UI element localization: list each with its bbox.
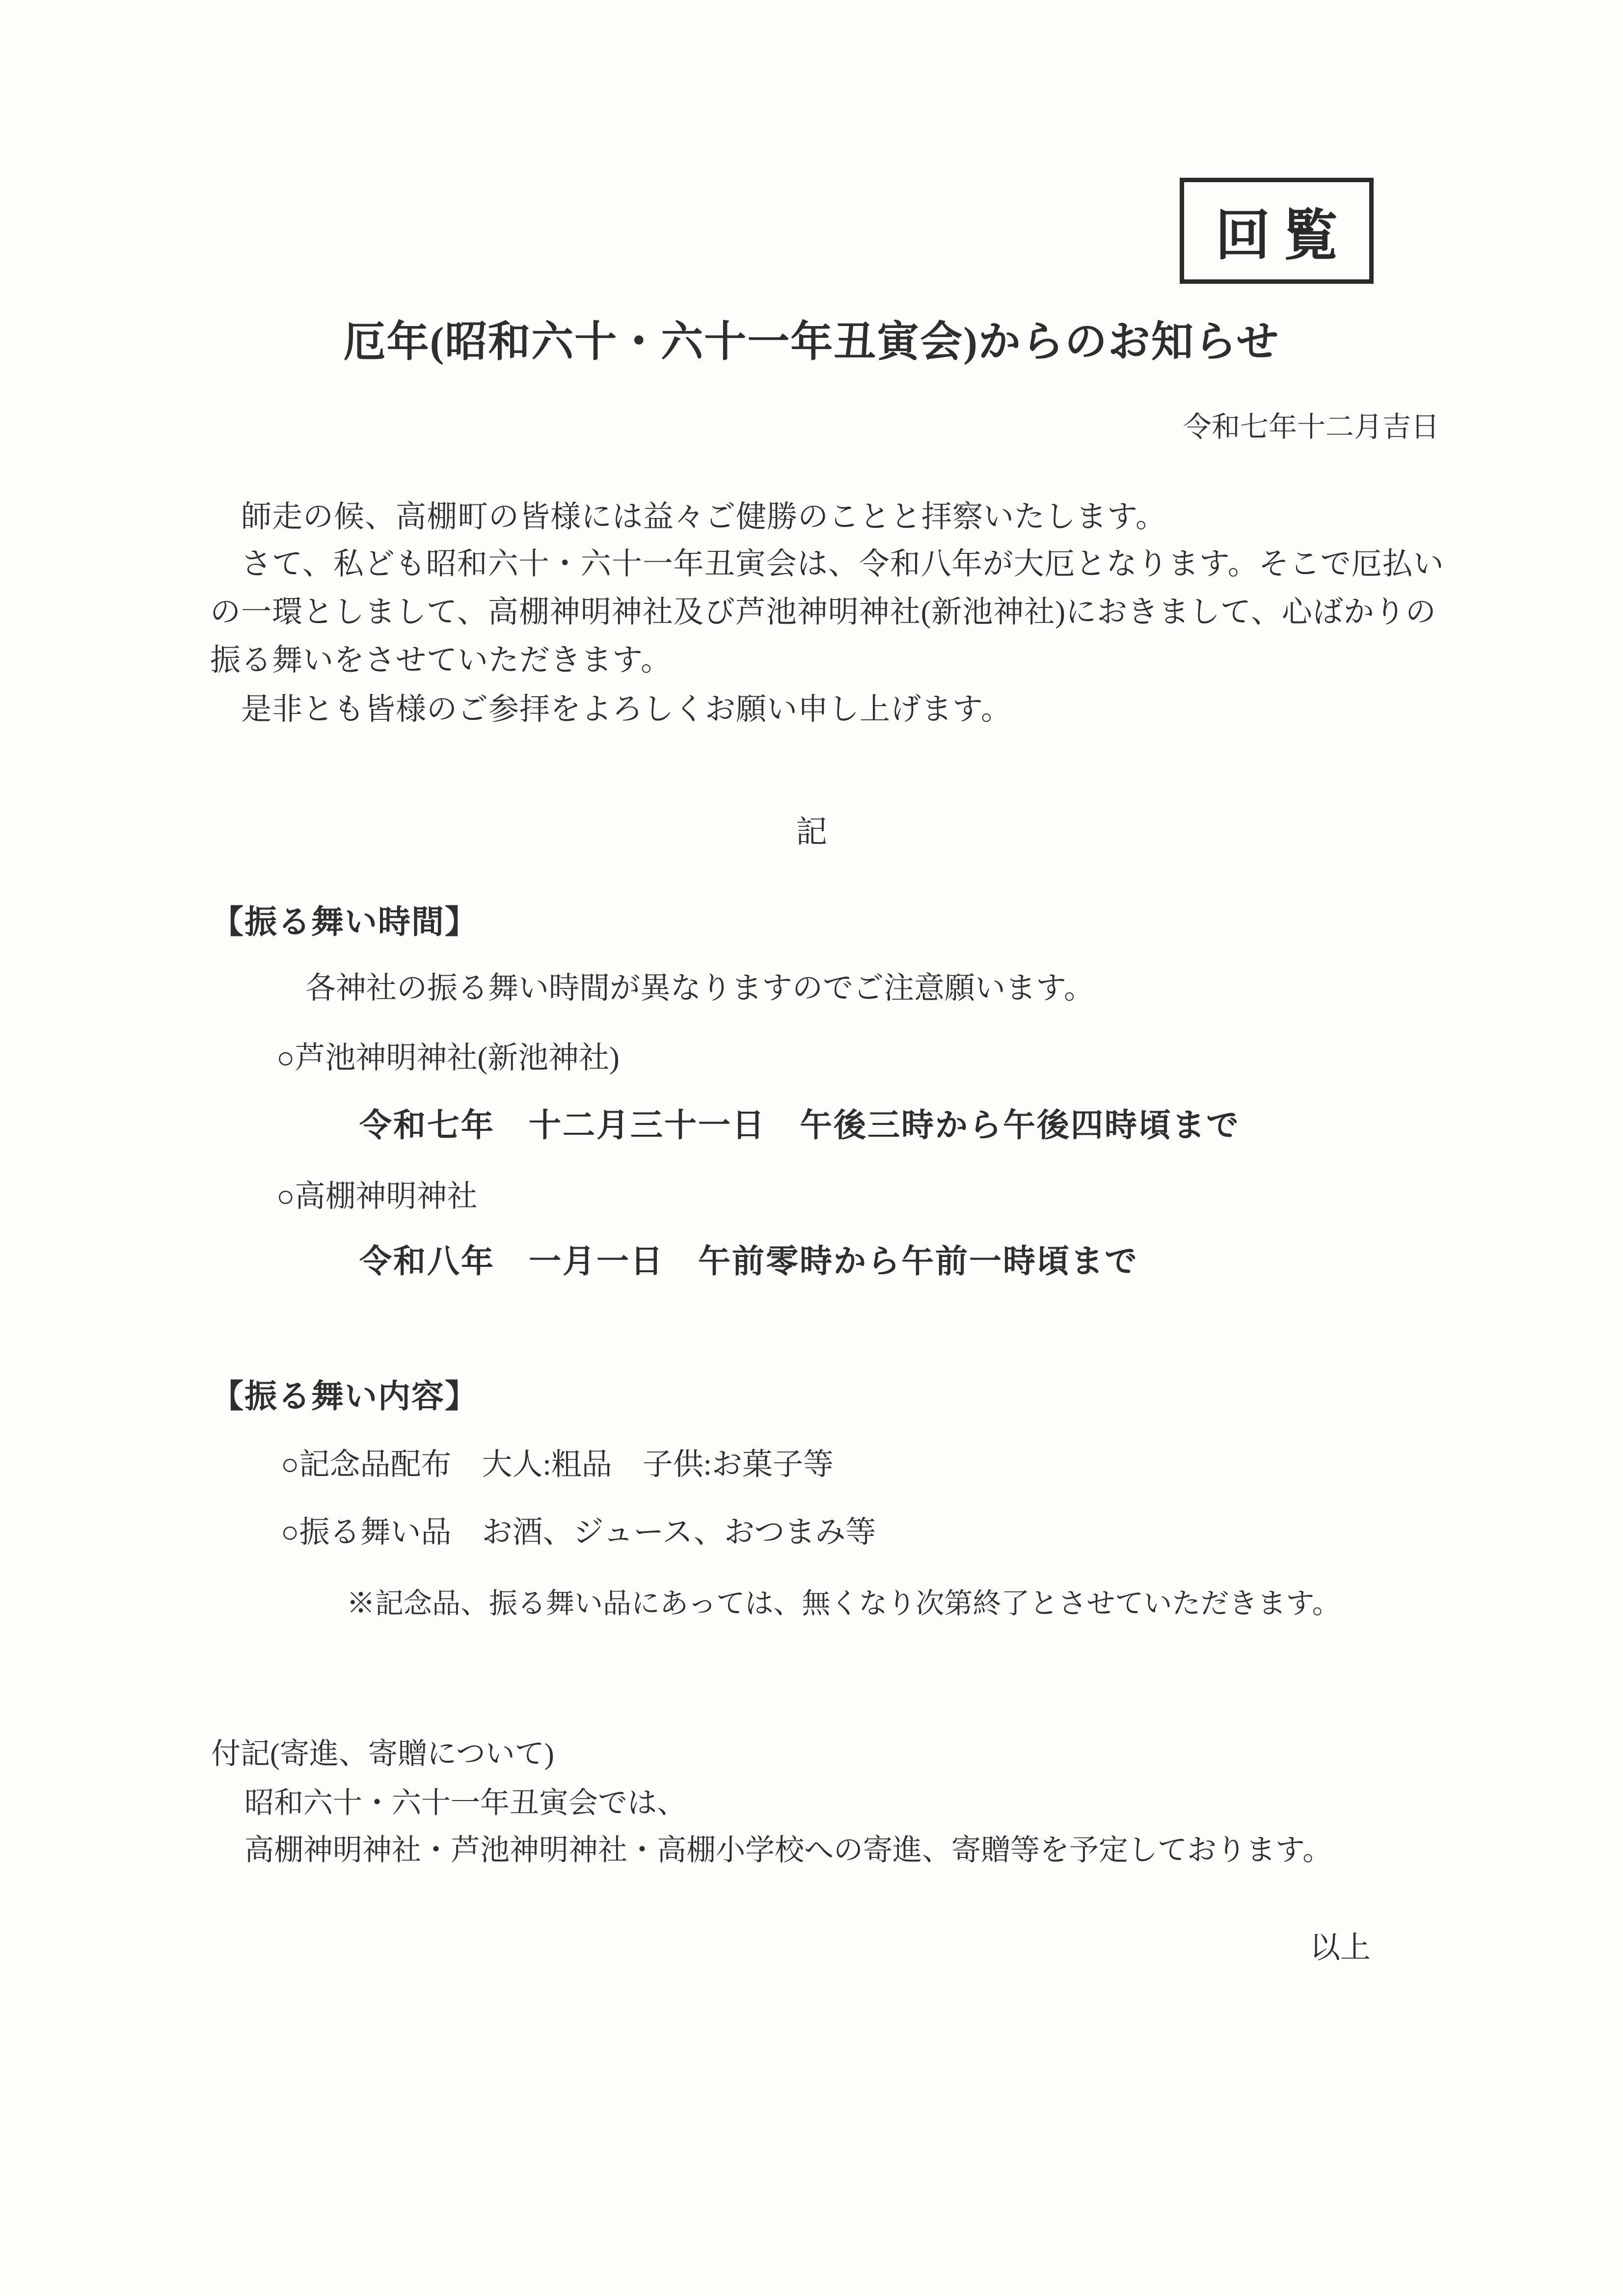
- record-marker: 記: [796, 815, 827, 849]
- section-heading-serving-time: 【振る舞い時間】: [211, 903, 478, 940]
- postscript-heading: 付記(寄進、寄贈について): [211, 1738, 554, 1770]
- greeting-line-4: 振る舞いをさせていただきます。: [210, 644, 672, 677]
- schedule-time-takatana: 令和八年 一月一日 午前零時から午前一時頃まで: [359, 1243, 1138, 1279]
- circulation-stamp-box: [1180, 178, 1374, 284]
- closing-marker: 以上: [1309, 1931, 1371, 1965]
- greeting-line-3: の一環としまして、高棚神明神社及び芦池神明神社(新池神社)におきまして、心ばかりの: [210, 596, 1436, 629]
- document-date: 令和七年十二月吉日: [1183, 411, 1439, 443]
- schedule-note: 各神社の振る舞い時間が異なりますのでご注意願います。: [305, 972, 1095, 1005]
- section-heading-serving-contents: 【振る舞い内容】: [211, 1378, 478, 1414]
- greeting-line-1: 師走の候、高棚町の皆様には益々ご健勝のことと拝察いたします。: [210, 500, 1167, 534]
- shrine-name-ashiike: ○芦池神明神社(新池神社): [276, 1041, 620, 1075]
- greeting-line-5: 是非とも皆様のご参拝をよろしくお願い申し上げます。: [210, 693, 1012, 726]
- schedule-time-ashiike: 令和七年 十二月三十一日 午後三時から午後四時頃まで: [359, 1107, 1240, 1143]
- document-title: 厄年(昭和六十・六十一年丑寅会)からのお知らせ: [343, 318, 1280, 365]
- contents-item-souvenir: ○記念品配布 大人:粗品 子供:お菓子等: [281, 1448, 834, 1481]
- shrine-name-takatana: ○高棚神明神社: [276, 1180, 478, 1213]
- contents-caution-note: ※記念品、振る舞い品にあっては、無くなり次第終了とさせていただきます。: [347, 1587, 1341, 1619]
- postscript-line-2: 高棚神明神社・芦池神明神社・高棚小学校への寄進、寄贈等を予定しております。: [244, 1834, 1332, 1866]
- postscript-line-1: 昭和六十・六十一年丑寅会では、: [244, 1787, 686, 1819]
- circulation-stamp-label: 回覧: [1215, 205, 1351, 267]
- contents-item-refreshments: ○振る舞い品 お酒、ジュース、おつまみ等: [281, 1516, 876, 1549]
- greeting-line-2: さて、私ども昭和六十・六十一年丑寅会は、令和八年が大厄となります。そこで厄払い: [210, 547, 1444, 581]
